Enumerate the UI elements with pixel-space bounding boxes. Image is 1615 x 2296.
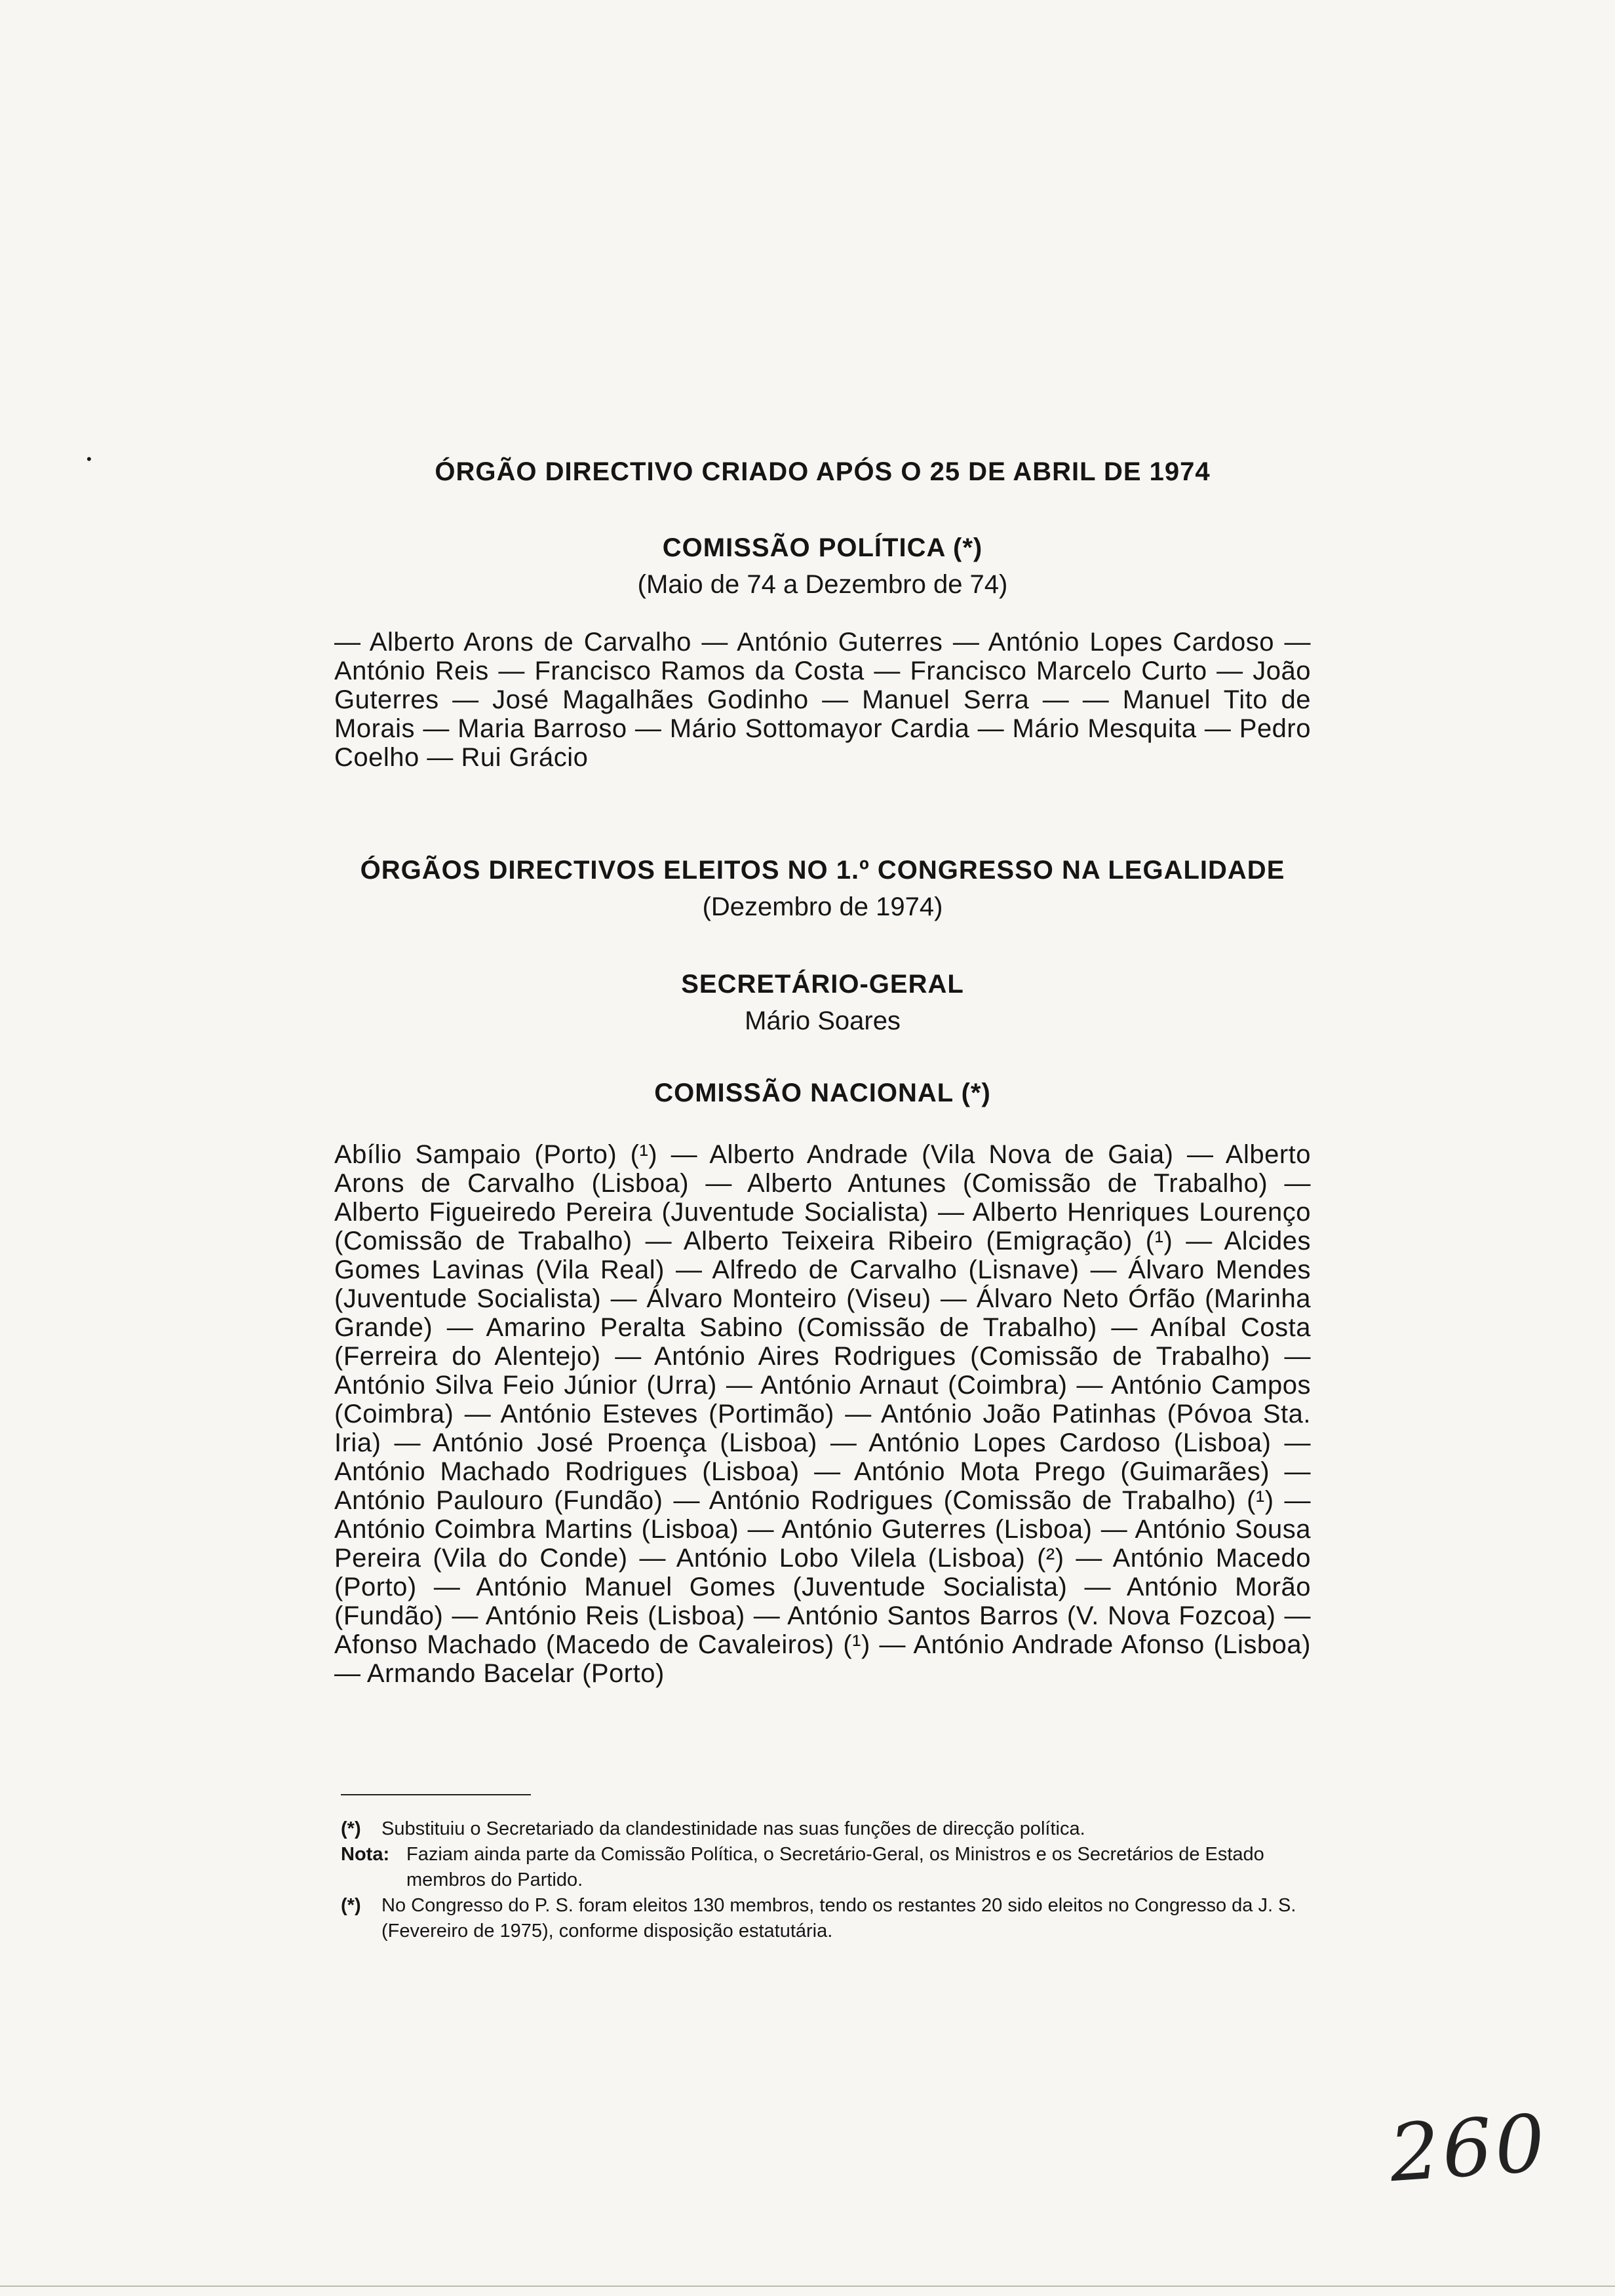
footnote [341,1816,1324,1842]
comissao-nacional-members: Abílio Sampaio (Porto) (¹) — Alberto Andrade (Vila Nova de Gaia) — Alberto Arons de Carvalho (Lisboa) — Alberto Antunes (Comissão de Trabalho) — Alberto Figueiredo Pereira (Juventude Socialista) — Alberto Henriques Lourenço (Comissão de Trabalho) — Alberto Teixeira Ribeiro (Emigração) (¹) — Alcides Gomes Lavinas (Vila Real) — Alfredo de Carvalho (Lisnave) — Álvaro Mendes (Juventude Socialista) — Álvaro Monteiro (Viseu) — Álvaro Neto Órfão (Marinha Grande) — Amarino Peralta Sabino (Comissão de Trabalho) — Aníbal Costa (Ferreira do Alentejo) — António Aires Rodrigues (Comissão de Trabalho) — António Silva Feio Júnior (Urra) — António Arnaut (Coimbra) — António Campos (Coimbra) — António Esteves (Portimão) — António João Patinhas (Póvoa Sta. Iria) — António José Proença (Lisboa) — António Lopes Cardoso (Lisboa) — António Machado Rodrigues (Lisboa) — António Mota Prego (Guimarães) — António Paulouro (Fundão) — António Rodrigues (Comissão de Trabalho) (¹) — António Coimbra Martins (Lisboa) — António Guterres (Lisboa) — António Sousa Pereira (Vila do Conde) — António Lobo Vilela (Lisboa) (²) — António Macedo (Porto) — António Manuel Gomes (Juventude Socialista) — António Morão (Fundão) — António Reis (Lisboa) — António Santos Barros (V. Nova Fozcoa) — Afonso Machado (Macedo de Cavaleiros) (¹) — António Andrade Afonso (Lisboa) — Armando Bacelar (Porto) [334,1140,1311,1688]
section-2-period: (Dezembro de 1974) [702,892,943,921]
comissao-nacional-header [334,1075,1311,1111]
comissao-nacional-members-block [334,1140,1311,1688]
comissao-politica-heading: COMISSÃO POLÍTICA (*) [662,533,983,562]
footnote [341,1893,1324,1944]
secretario-geral-block [334,966,1311,1039]
footnote-mark: Nota: [341,1844,390,1865]
comissao-politica-header [334,529,1311,603]
footnote-divider [341,1794,531,1795]
secretario-geral-heading: SECRETÁRIO-GERAL [681,970,964,999]
comissao-politica-period: (Maio de 74 a Dezembro de 74) [637,570,1008,599]
section-2 [334,852,1311,925]
section-1 [334,453,1311,490]
scan-edge-line [0,2286,1615,2287]
footnote-text: No Congresso do P. S. foram eleitos 130 membros, tendo os restantes 20 sido eleitos no Congresso da J. S. (Fevereiro de 1975), conforme disposição estatutária. [381,1895,1296,1942]
footnote [341,1842,1324,1893]
footnote-mark: (*) [341,1818,361,1839]
handwritten-page-number: 260 [1386,2097,1551,2200]
footnote-text: Substituiu o Secretariado da clandestinidade nas suas funções de direcção política. [381,1818,1085,1839]
comissao-politica-members-block [334,628,1311,772]
section-1-title: ÓRGÃO DIRECTIVO CRIADO APÓS O 25 DE ABRIL DE 1974 [435,457,1211,486]
secretario-geral-name: Mário Soares [745,1006,901,1035]
footnote-text: Faziam ainda parte da Comissão Política, o Secretário-Geral, os Ministros e os Secretários de Estado membros do Partido. [406,1844,1264,1890]
comissao-politica-members: — Alberto Arons de Carvalho — António Guterres — António Lopes Cardoso — António Reis — Francisco Ramos da Costa — Francisco Marcelo Curto — João Guterres — José Magalhães Godinho — Manuel Serra — — Manuel Tito de Morais — Maria Barroso — Mário Sottomayor Cardia — Mário Mesquita — Pedro Coelho — Rui Grácio [334,628,1311,772]
comissao-nacional-heading: COMISSÃO NACIONAL (*) [654,1079,991,1107]
footnote-mark: (*) [341,1895,361,1916]
footnotes [341,1816,1324,1944]
section-2-title: ÓRGÃOS DIRECTIVOS ELEITOS NO 1.º CONGRESSO NA LEGALIDADE [360,856,1285,885]
scan-speck: • [87,451,92,467]
